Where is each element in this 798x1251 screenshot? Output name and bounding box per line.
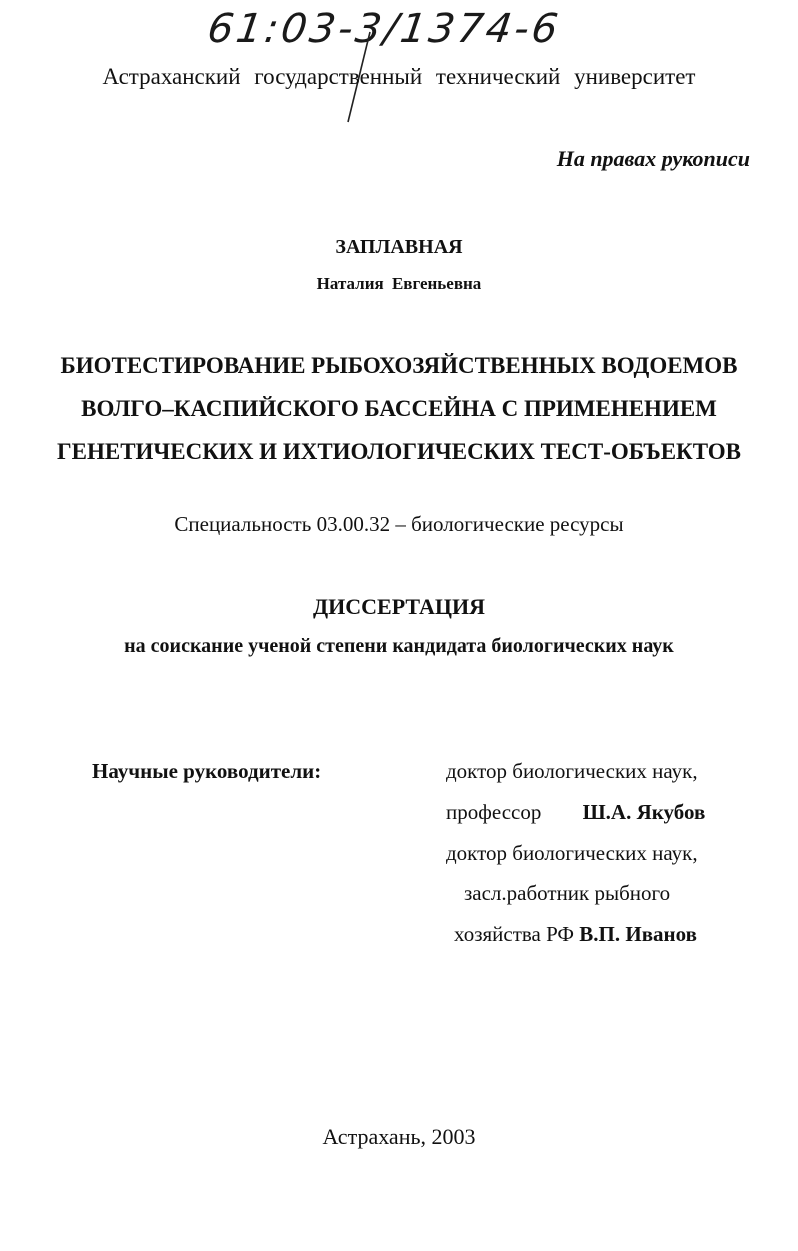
author-given-names: Наталия Евгеньевна (316, 274, 482, 293)
speciality: Специальность 03.00.32 – биологические ресурсы (174, 512, 624, 536)
advisor2-line (454, 922, 697, 947)
advisor2-name: В.П. Иванов (579, 922, 697, 946)
advisor1-title: профессор (446, 800, 542, 824)
advisor1-name: Ш.А. Якубов (582, 800, 706, 824)
advisor1-line (446, 800, 705, 825)
advisor2-title-line2: хозяйства РФ (454, 922, 575, 946)
university-name: Астраханский государственный технический университет (102, 64, 696, 89)
advisors-label: Научные руководители: (92, 759, 322, 783)
dissertation-degree: на соискание ученой степени кандидата биологических наук (124, 635, 674, 657)
author-surname: ЗАПЛАВНАЯ (335, 236, 463, 258)
title-line: БИОТЕСТИРОВАНИЕ РЫБОХОЗЯЙСТВЕННЫХ ВОДОЕМОВ (60, 353, 738, 378)
title-line: ВОЛГО–КАСПИЙСКОГО БАССЕЙНА С ПРИМЕНЕНИЕМ (81, 396, 717, 421)
advisor1-degree: доктор биологических наук, (446, 759, 698, 783)
advisor2-degree: доктор биологических наук, (446, 841, 698, 865)
rights-notice: На правах рукописи (556, 146, 750, 171)
city-year: Астрахань, 2003 (322, 1124, 476, 1149)
advisor2-title-line1: засл.работник рыбного (464, 881, 671, 905)
dissertation-title (0, 344, 798, 473)
title-line: ГЕНЕТИЧЕСКИХ И ИХТИОЛОГИЧЕСКИХ ТЕСТ-ОБЪЕКТОВ (56, 439, 741, 464)
dissertation-label: ДИССЕРТАЦИЯ (313, 594, 485, 619)
handwritten-archive-code: 61:03-3/1374-6 (204, 6, 564, 52)
